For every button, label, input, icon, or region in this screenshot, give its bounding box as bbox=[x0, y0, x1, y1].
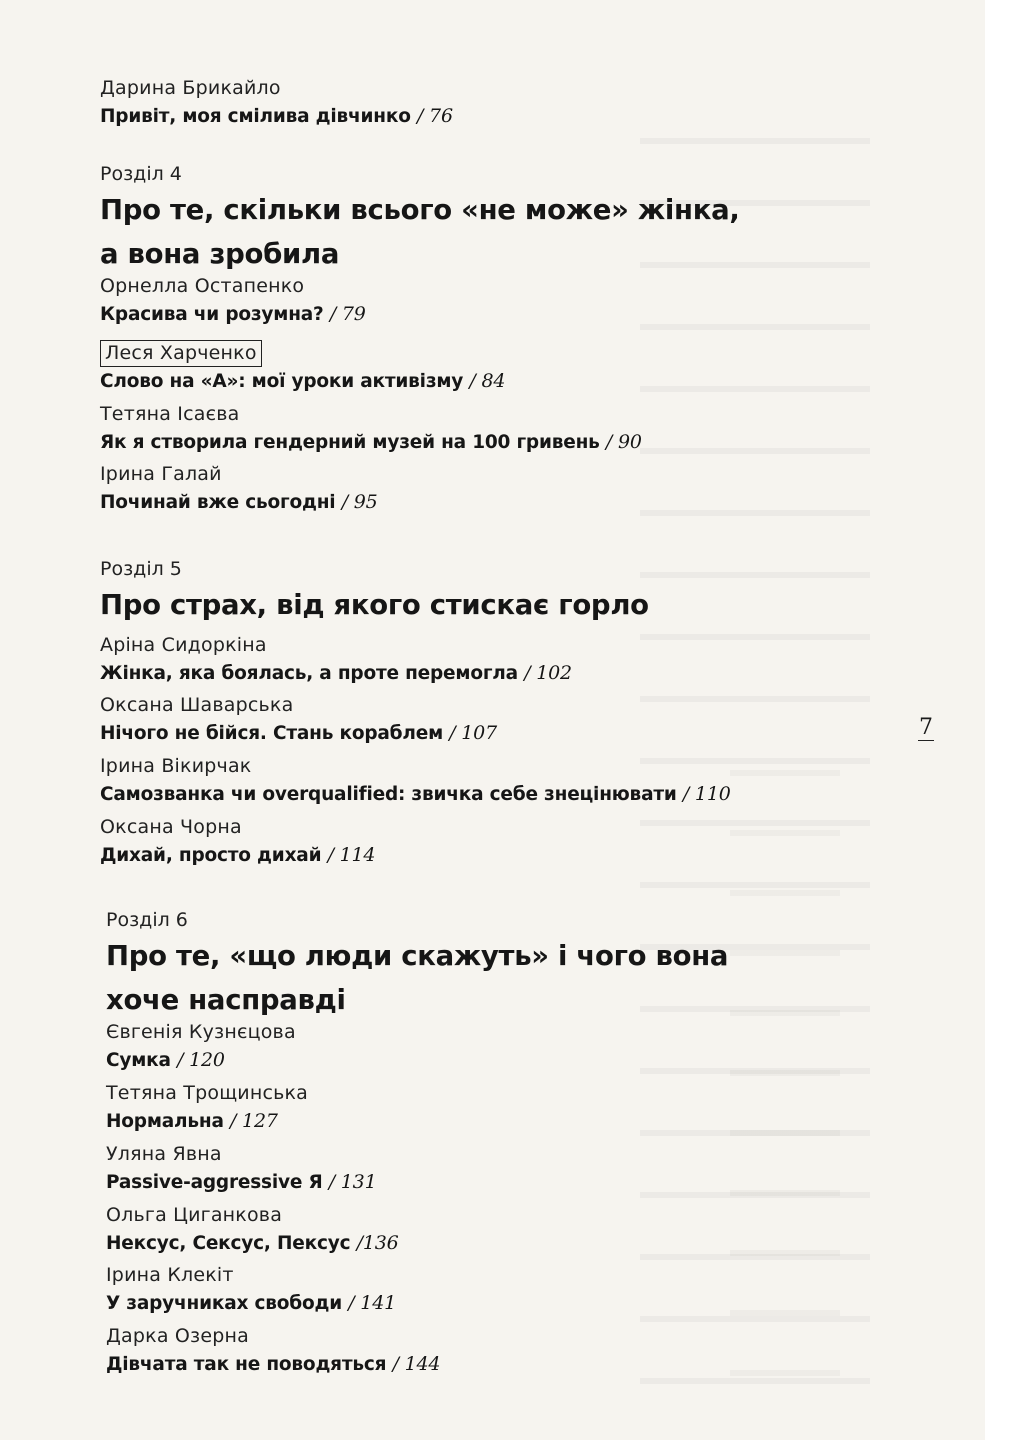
entry-title-text: Нічого не бійся. Стань кораблем bbox=[100, 723, 443, 744]
section-title-line: Про те, скільки всього «не може» жінка, bbox=[100, 194, 740, 226]
toc-entry bbox=[106, 1140, 906, 1197]
toc-entry bbox=[100, 813, 900, 870]
entry-title-text: Красива чи розумна? bbox=[100, 304, 324, 325]
entry-title-text: У заручниках свободи bbox=[106, 1293, 343, 1314]
toc-entry bbox=[100, 752, 900, 809]
toc-entry bbox=[100, 74, 900, 131]
entry-page-number: / 90 bbox=[605, 431, 642, 453]
toc-entry bbox=[106, 1201, 906, 1258]
entry-title bbox=[100, 428, 900, 457]
entry-author: Тетяна Ісаєва bbox=[100, 403, 240, 425]
toc-entry bbox=[100, 272, 900, 329]
toc-entry bbox=[100, 691, 900, 748]
entry-author: Ірина Галай bbox=[100, 463, 222, 485]
entry-author: Тетяна Трощинська bbox=[106, 1082, 309, 1104]
entry-page-number: / 131 bbox=[328, 1171, 377, 1193]
toc-entry bbox=[106, 1018, 906, 1075]
entry-author: Уляна Явна bbox=[106, 1143, 222, 1165]
toc-entry bbox=[100, 340, 900, 396]
section-title-line: а вона зробила bbox=[100, 238, 340, 270]
section-5 bbox=[100, 555, 900, 627]
page-margin-edge bbox=[985, 0, 1035, 1440]
entry-title bbox=[106, 1350, 906, 1379]
section-title-line: хоче насправді bbox=[106, 984, 346, 1016]
page-number: 7 bbox=[919, 715, 933, 740]
toc-entry bbox=[106, 1079, 906, 1136]
entry-author: Євгенія Кузнєцова bbox=[106, 1021, 296, 1043]
entry-author: Ірина Вікирчак bbox=[100, 755, 252, 777]
entry-title-text: Сумка bbox=[106, 1050, 171, 1071]
entry-title bbox=[100, 659, 900, 688]
entry-title-text: Дихай, просто дихай bbox=[100, 845, 322, 866]
entry-title bbox=[100, 488, 900, 517]
entry-author: Дарина Брикайло bbox=[100, 77, 281, 99]
toc-entry bbox=[100, 400, 900, 457]
entry-title-text: Нормальна bbox=[106, 1111, 224, 1132]
entry-page-number: /136 bbox=[356, 1232, 399, 1254]
section-title-line: Про страх, від якого стискає горло bbox=[100, 589, 649, 621]
section-label: Розділ 5 bbox=[100, 558, 182, 580]
entry-title bbox=[106, 1229, 906, 1258]
section-label: Розділ 6 bbox=[106, 909, 188, 931]
entry-page-number: / 114 bbox=[327, 844, 376, 866]
toc-entry bbox=[100, 631, 900, 688]
section-label: Розділ 4 bbox=[100, 163, 182, 185]
entry-title-text: Нексус, Сексус, Пексус bbox=[106, 1233, 351, 1254]
entry-title bbox=[106, 1168, 906, 1197]
entry-title bbox=[100, 367, 900, 396]
entry-title bbox=[100, 300, 900, 329]
entry-author: Дарка Озерна bbox=[106, 1325, 249, 1347]
toc-entry bbox=[100, 460, 900, 517]
entry-title-text: Привіт, моя смілива дівчинко bbox=[100, 106, 411, 127]
entry-title-text: Дівчата так не поводяться bbox=[106, 1354, 387, 1375]
entry-page-number: / 141 bbox=[348, 1292, 396, 1314]
entry-page-number: / 102 bbox=[524, 662, 572, 684]
entry-author-highlighted: Леся Харченко bbox=[100, 340, 262, 367]
section-6 bbox=[106, 906, 906, 1022]
entry-page-number: / 127 bbox=[230, 1110, 278, 1132]
section-title-line: Про те, «що люди скажуть» і чого вона bbox=[106, 940, 729, 972]
entry-title bbox=[100, 841, 900, 870]
entry-page-number: / 95 bbox=[341, 491, 378, 513]
entry-title bbox=[106, 1046, 906, 1075]
entry-title-text: Слово на «А»: мої уроки активізму bbox=[100, 371, 464, 392]
entry-title bbox=[100, 719, 900, 748]
entry-page-number: / 79 bbox=[329, 303, 366, 325]
entry-title-text: Самозванка чи overqualified: звичка себе знецінювати bbox=[100, 784, 677, 805]
section-4 bbox=[100, 160, 900, 276]
entry-page-number: / 107 bbox=[449, 722, 497, 744]
entry-author: Орнелла Остапенко bbox=[100, 275, 305, 297]
entry-page-number: / 84 bbox=[469, 370, 506, 392]
entry-page-number: / 110 bbox=[682, 783, 731, 805]
entry-author: Аріна Сидоркіна bbox=[100, 634, 267, 656]
entry-page-number: / 144 bbox=[392, 1353, 441, 1375]
entry-title-text: Починай вже сьогодні bbox=[100, 492, 336, 513]
entry-title-text: Жінка, яка боялась, а проте перемогла bbox=[100, 663, 518, 684]
entry-author: Оксана Чорна bbox=[100, 816, 242, 838]
entry-author: Ірина Клекіт bbox=[106, 1264, 234, 1286]
entry-author: Ольга Циганкова bbox=[106, 1204, 283, 1226]
entry-page-number: / 120 bbox=[177, 1049, 225, 1071]
entry-title bbox=[100, 102, 900, 131]
entry-author: Оксана Шаварська bbox=[100, 694, 294, 716]
entry-title bbox=[106, 1289, 906, 1318]
entry-title bbox=[100, 780, 900, 809]
entry-title bbox=[106, 1107, 906, 1136]
entry-title-text: Як я створила гендерний музей на 100 гривень bbox=[100, 432, 600, 453]
entry-page-number: / 76 bbox=[417, 105, 453, 127]
toc-entry bbox=[106, 1261, 906, 1318]
entry-title-text: Passive-aggressive Я bbox=[106, 1172, 323, 1193]
toc-entry bbox=[106, 1322, 906, 1379]
